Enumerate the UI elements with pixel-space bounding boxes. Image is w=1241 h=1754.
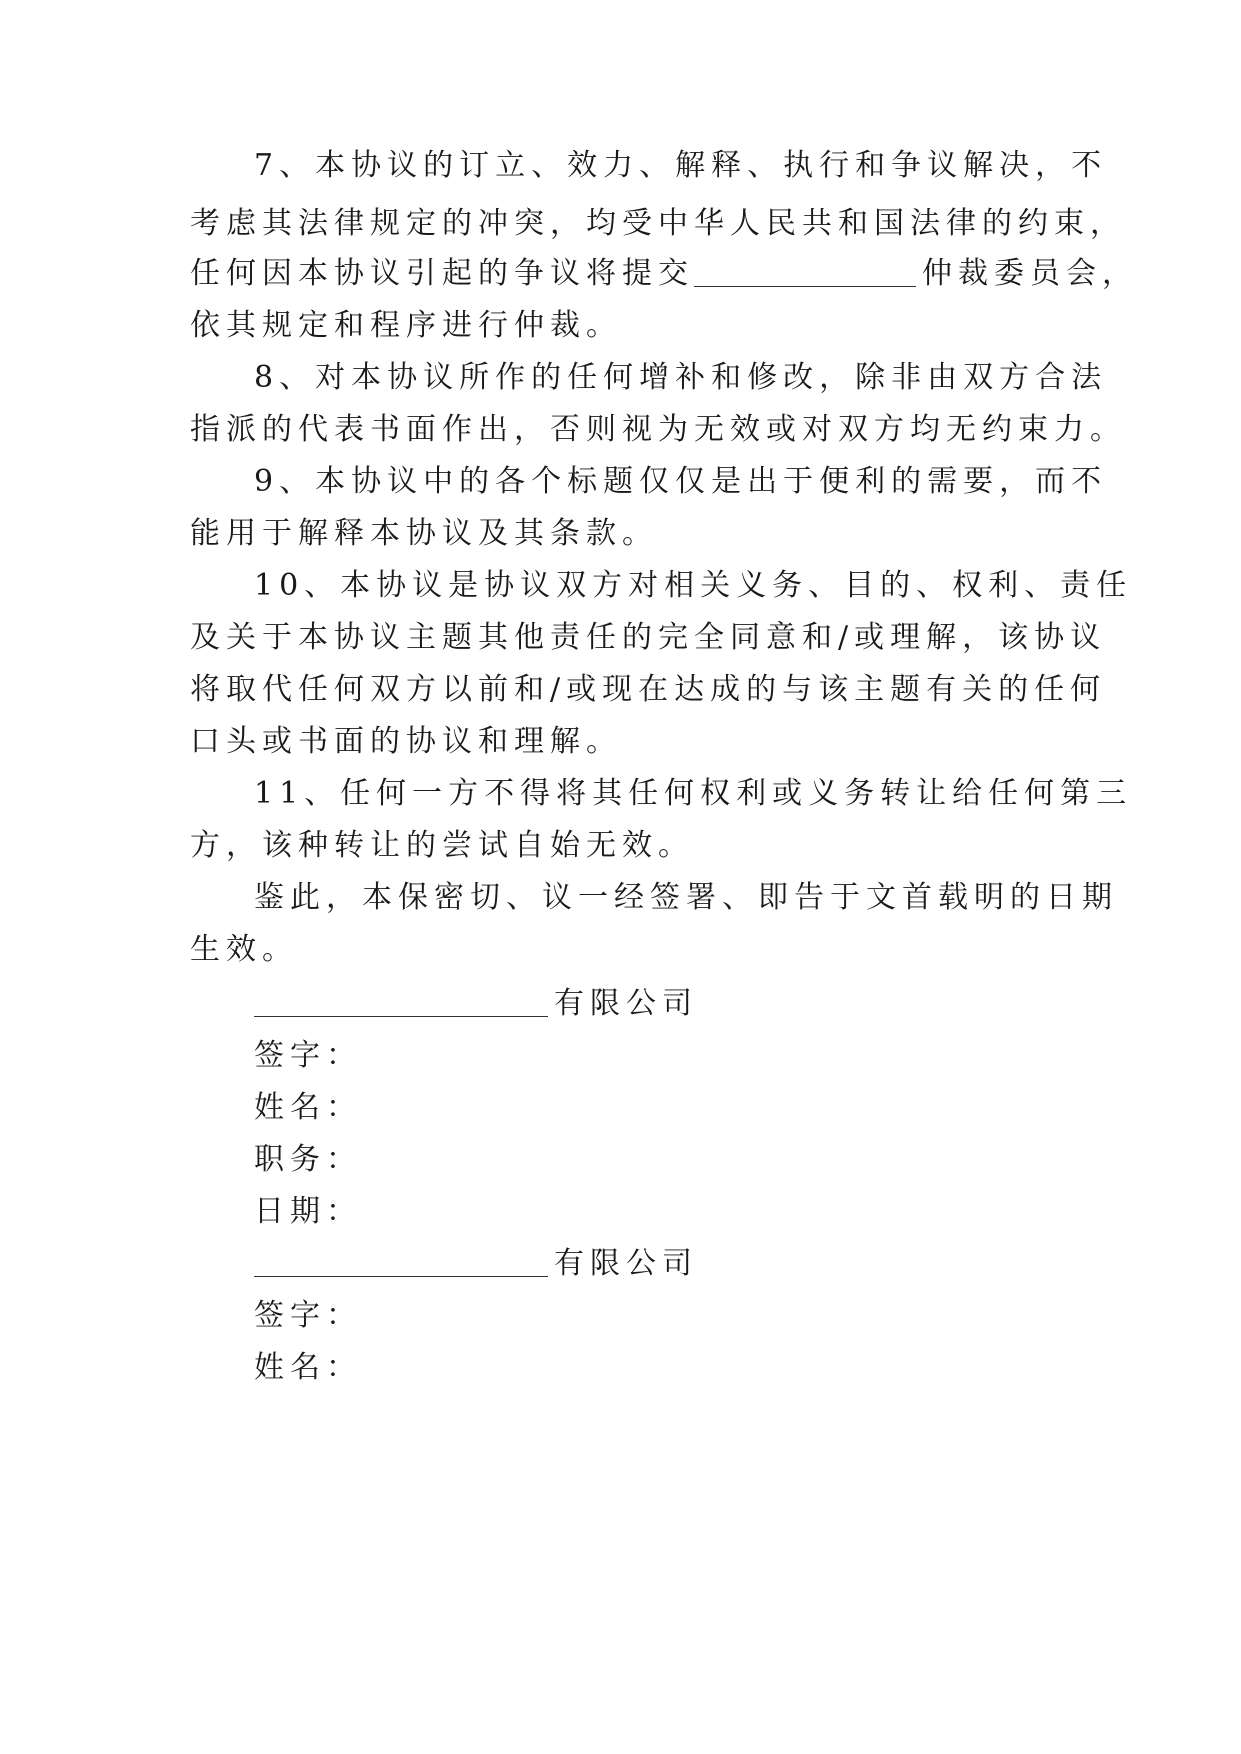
clause-7-line-1: 7、本协议的订立、效力、解释、执行和争议解决，不 <box>254 148 1108 183</box>
clause-7-line-3-suffix: 仲裁委员会， <box>922 256 1138 291</box>
clause-7-line-3-text: 任何因本协议引起的争议将提交 <box>190 256 694 291</box>
clause-10-line-3: 将取代任何双方以前和/或现在达成的与该主题有关的任何 <box>190 672 1107 707</box>
clause-10-line-2: 及关于本协议主题其他责任的完全同意和/或理解，该协议 <box>190 620 1107 655</box>
clause-7-line-2: 考虑其法律规定的冲突，均受中华人民共和国法律的约束， <box>190 206 1126 241</box>
clause-9-line-2: 能用于解释本协议及其条款。 <box>190 516 658 551</box>
party-1-title-label: 职务： <box>254 1142 362 1177</box>
clause-11-line-2: 方，该种转让的尝试自始无效。 <box>190 828 694 863</box>
party-2-name-label: 姓名： <box>254 1350 362 1385</box>
party-2-signature-label: 签字： <box>254 1298 362 1333</box>
party-2-company-blank <box>254 1246 548 1277</box>
party-1-date-label: 日期： <box>254 1194 362 1229</box>
clause-8-line-1: 8、对本协议所作的任何增补和修改，除非由双方合法 <box>254 360 1108 395</box>
party-1-company-line <box>254 975 698 1033</box>
arbitration-commission-blank <box>694 256 916 287</box>
party-2-company-line <box>254 1235 698 1293</box>
clause-9-line-1: 9、本协议中的各个标题仅仅是出于便利的需要，而不 <box>254 464 1108 499</box>
party-2-company-suffix: 有限公司 <box>554 1246 698 1281</box>
clause-7-line-3 <box>190 245 1138 303</box>
closing-line-2: 生效。 <box>190 932 298 967</box>
party-1-name-label: 姓名： <box>254 1090 362 1125</box>
party-1-signature-label: 签字： <box>254 1038 362 1073</box>
clause-8-line-2: 指派的代表书面作出，否则视为无效或对双方均无约束力。 <box>190 412 1126 447</box>
clause-10-line-4: 口头或书面的协议和理解。 <box>190 724 622 759</box>
clause-10-line-1: 10、本协议是协议双方对相关义务、目的、权利、责任 <box>254 568 1133 603</box>
clause-11-line-1: 11、任何一方不得将其任何权利或义务转让给任何第三 <box>254 776 1133 811</box>
party-1-company-suffix: 有限公司 <box>554 986 698 1021</box>
clause-7-line-4: 依其规定和程序进行仲裁。 <box>190 308 622 343</box>
party-1-company-blank <box>254 986 548 1017</box>
closing-line-1: 鉴此，本保密切、议一经签署、即告于文首载明的日期 <box>254 880 1118 915</box>
